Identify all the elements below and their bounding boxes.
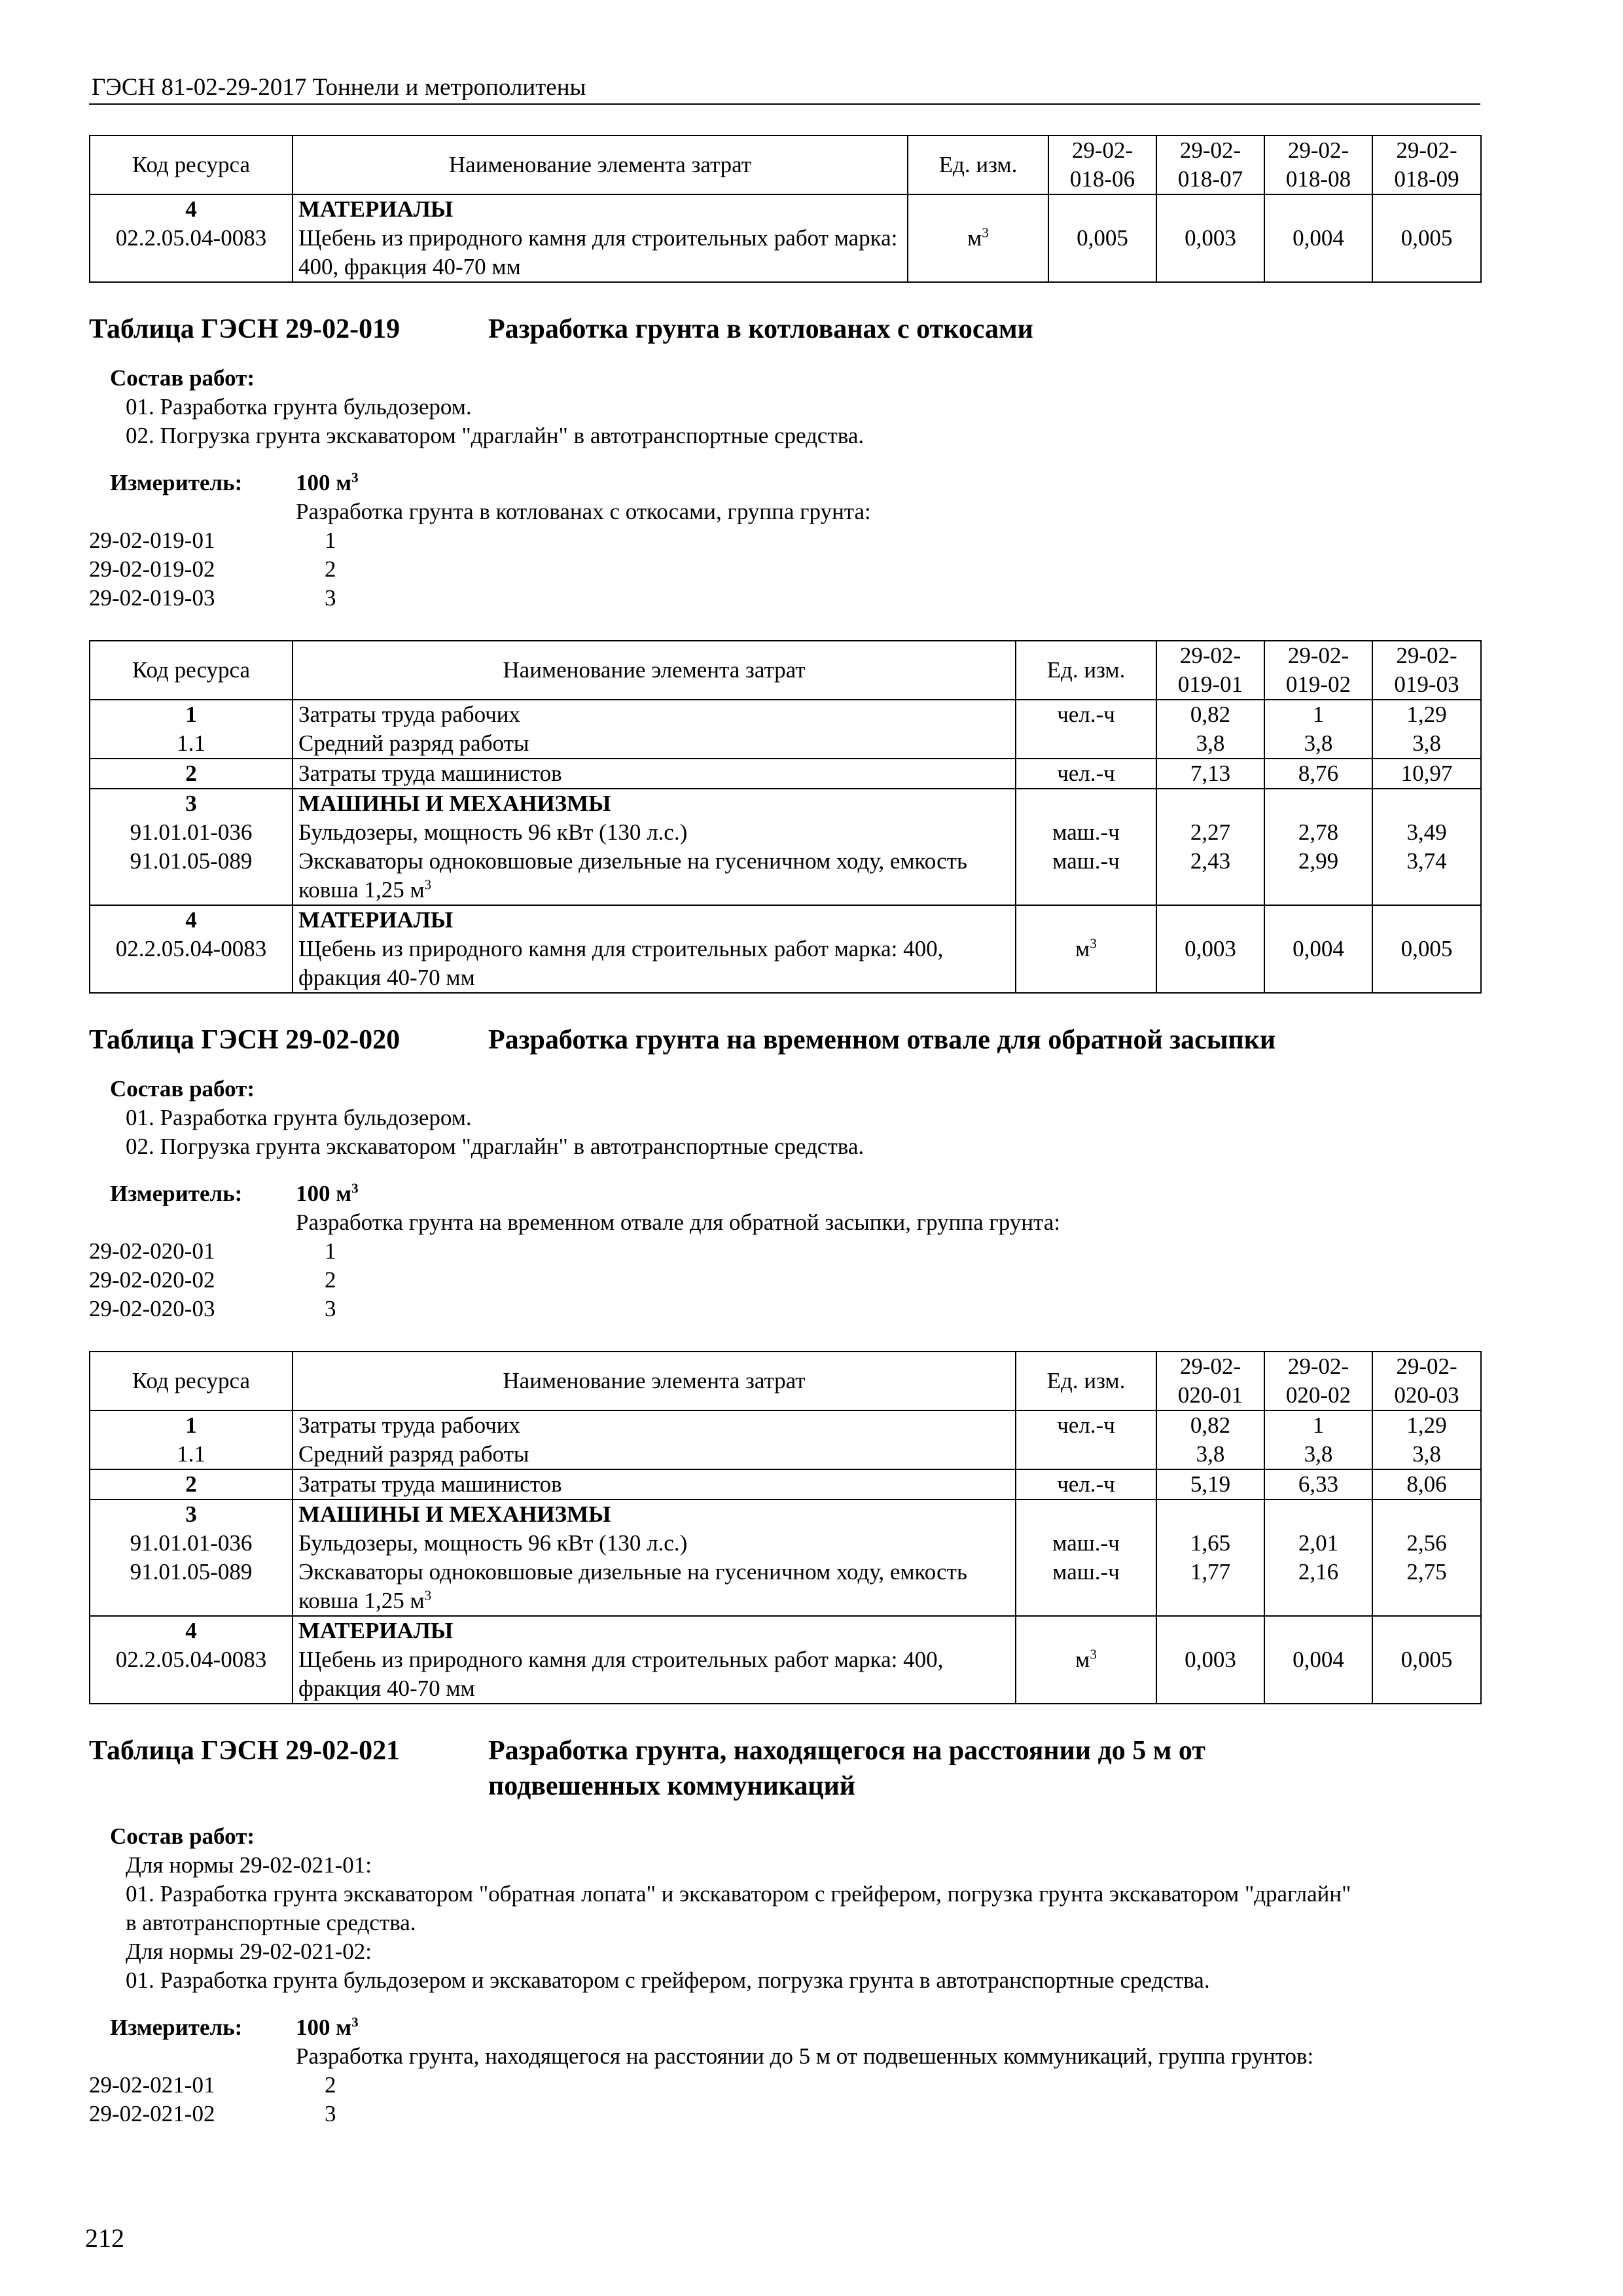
work-item: 02. Погрузка грунта экскаватором "драглайн" в автотранспортные средства.	[126, 1134, 865, 1159]
header-norm: 29-02-018-07	[1156, 135, 1264, 194]
norm-list	[89, 2071, 1480, 2128]
resource-table-019	[89, 640, 1482, 994]
table-code: Таблица ГЭСН 29-02-019	[89, 314, 401, 344]
value-cell: 0,005	[1077, 225, 1128, 251]
table-code: Таблица ГЭСН 29-02-020	[89, 1025, 401, 1055]
table-title	[89, 1022, 1480, 1058]
measure-description: Разработка грунта на временном отвале для обратной засыпки, группа грунта:	[296, 1210, 1061, 1235]
measure-label: Измеритель:	[110, 2015, 243, 2040]
work-item: 01. Разработка грунта бульдозером.	[126, 394, 472, 420]
unit-cell: $м^3$	[967, 224, 989, 251]
header-norm: 29-02-018-06	[1048, 135, 1156, 194]
measure-label: Измеритель:	[110, 470, 243, 495]
table-row: 4 02.2.05.04-0083 МАТЕРИАЛЫ Щебень из природного камня для строительных работ марка: 400, фракция 40-70 мм $м^3$ 0,003 0,004 0,005	[90, 1616, 1481, 1704]
value-cell: 0,005	[1400, 225, 1453, 251]
header-norm: 29-02-018-09	[1372, 135, 1481, 194]
work-composition-label: Состав работ:	[110, 365, 255, 391]
work-composition-label: Состав работ:	[110, 1823, 255, 1849]
table-row: 4 02.2.05.04-0083 МАТЕРИАЛЫ Щебень из природного камня для строительных работ марка: 400, фракция 40-70 мм $м^3$ 0,003 0,004 0,005	[90, 905, 1481, 993]
norm-list	[89, 526, 1480, 613]
header-name: Наименование элемента затрат	[293, 135, 908, 194]
group-label: МАТЕРИАЛЫ	[298, 196, 454, 222]
table-header-row: Код ресурса Наименование элемента затрат Ед. изм. 29-02-019-01 29-02-019-02 29-02-019-03	[90, 641, 1481, 700]
norm-reference: Для нормы 29-02-021-02:	[126, 1939, 372, 1964]
measure-value: 100 $м^3$	[296, 469, 359, 495]
work-item: 01. Разработка грунта бульдозером и экскаватором с грейфером, погрузка грунта в автотранспортные средства.	[126, 1967, 1210, 1993]
header-code: Код ресурса	[90, 135, 293, 194]
table-name: Разработка грунта на временном отвале для обратной засыпки	[488, 1025, 1276, 1055]
table-code: Таблица ГЭСН 29-02-021	[89, 1736, 401, 1766]
norm-row: 29-02-019-01 1	[89, 528, 336, 553]
work-item: 02. Погрузка грунта экскаватором "драглайн" в автотранспортные средства.	[126, 423, 865, 448]
table-row: 2 Затраты труда машинистов чел.-ч 7,13 8,76 10,97	[90, 759, 1481, 789]
measure-description: Разработка грунта в котлованах с откосами, группа грунта:	[296, 499, 871, 524]
value-cell: 0,003	[1185, 225, 1236, 251]
resource-table-018	[89, 135, 1482, 283]
table-row	[90, 194, 1481, 282]
norm-row: 29-02-021-01 2	[89, 2072, 336, 2098]
table-row: 1 1.1 Затраты труда рабочих Средний разряд работы чел.-ч 0,82 3,8 1 3,8 1,29 3,8	[90, 700, 1481, 759]
work-item-continued: в автотранспортные средства.	[126, 1910, 416, 1935]
norm-row: 29-02-020-01 1	[89, 1238, 336, 1264]
norm-list	[89, 1237, 1480, 1323]
norm-row: 29-02-021-02 3	[89, 2101, 336, 2126]
work-item: 01. Разработка грунта бульдозером.	[126, 1105, 472, 1130]
measure-value: 100 $м^3$	[296, 1180, 359, 1206]
section-019	[89, 312, 1480, 994]
header-unit: Ед. изм.	[908, 135, 1048, 194]
norm-row: 29-02-019-03 3	[89, 585, 336, 611]
group-number: 4	[185, 196, 197, 222]
work-composition-label: Состав работ:	[110, 1076, 255, 1102]
table-row: 1 1.1 Затраты труда рабочих Средний разряд работы чел.-ч 0,82 3,8 1 3,8 1,29 3,8	[90, 1410, 1481, 1469]
table-title	[89, 1733, 1480, 1804]
norm-reference: Для нормы 29-02-021-01:	[126, 1852, 372, 1878]
table-row: 3 91.01.01-036 91.01.05-089 МАШИНЫ И МЕХАНИЗМЫ Бульдозеры, мощность 96 кВт (130 л.с.) Экскаваторы одноковшовые дизельные на гусеничном ходу, емкость ковша 1,25 $м^3$ маш.-ч маш.-ч 2,27 2,43 2,78 2,99 3,49 3,74	[90, 789, 1481, 905]
norm-row: 29-02-020-03 3	[89, 1296, 336, 1321]
section-021	[89, 1733, 1480, 2128]
work-item: 01. Разработка грунта экскаватором "обратная лопата" и экскаватором с грейфером, погрузка грунта экскаватором "драглайн"	[126, 1881, 1351, 1907]
table-header-row	[90, 135, 1481, 194]
page-number: 212	[85, 2223, 124, 2253]
measure-value: 100 $м^3$	[296, 2014, 359, 2040]
norm-row: 29-02-019-02 2	[89, 556, 336, 582]
document-page	[89, 72, 1480, 2128]
table-name: Разработка грунта, находящегося на расстоянии до 5 м от	[488, 1736, 1205, 1766]
table-title	[89, 312, 1480, 347]
value-cell: 0,004	[1293, 225, 1344, 251]
norm-row: 29-02-020-02 2	[89, 1267, 336, 1293]
header-norm: 29-02-018-08	[1264, 135, 1372, 194]
running-header: ГЭСН 81-02-29-2017 Тоннели и метрополитены	[89, 72, 1480, 105]
measure-label: Измеритель:	[110, 1181, 243, 1206]
resource-table-020	[89, 1351, 1482, 1704]
resource-code: 02.2.05.04-0083	[115, 225, 267, 251]
table-row: 3 91.01.01-036 91.01.05-089 МАШИНЫ И МЕХАНИЗМЫ Бульдозеры, мощность 96 кВт (130 л.с.) Экскаваторы одноковшовые дизельные на гусеничном ходу, емкость ковша 1,25 $м^3$ маш.-ч маш.-ч 1,65 1,77 2,01 2,16 2,56 2,75	[90, 1499, 1481, 1616]
table-name: Разработка грунта в котлованах с откосами	[488, 314, 1033, 344]
section-020	[89, 1022, 1480, 1704]
measure-row	[89, 469, 1480, 497]
measure-description: Разработка грунта, находящегося на расстоянии до 5 м от подвешенных коммуникаций, группа грунтов:	[296, 2043, 1314, 2069]
table-name-continued: подвешенных коммуникаций	[488, 1771, 855, 1801]
table-row: 2 Затраты труда машинистов чел.-ч 5,19 6,33 8,06	[90, 1469, 1481, 1499]
table-header-row: Код ресурса Наименование элемента затрат Ед. изм. 29-02-020-01 29-02-020-02 29-02-020-03	[90, 1352, 1481, 1410]
measure-row	[89, 2013, 1480, 2042]
measure-row	[89, 1179, 1480, 1208]
resource-name: Щебень из природного камня для строительных работ марка: 400, фракция 40-70 мм	[298, 225, 898, 279]
